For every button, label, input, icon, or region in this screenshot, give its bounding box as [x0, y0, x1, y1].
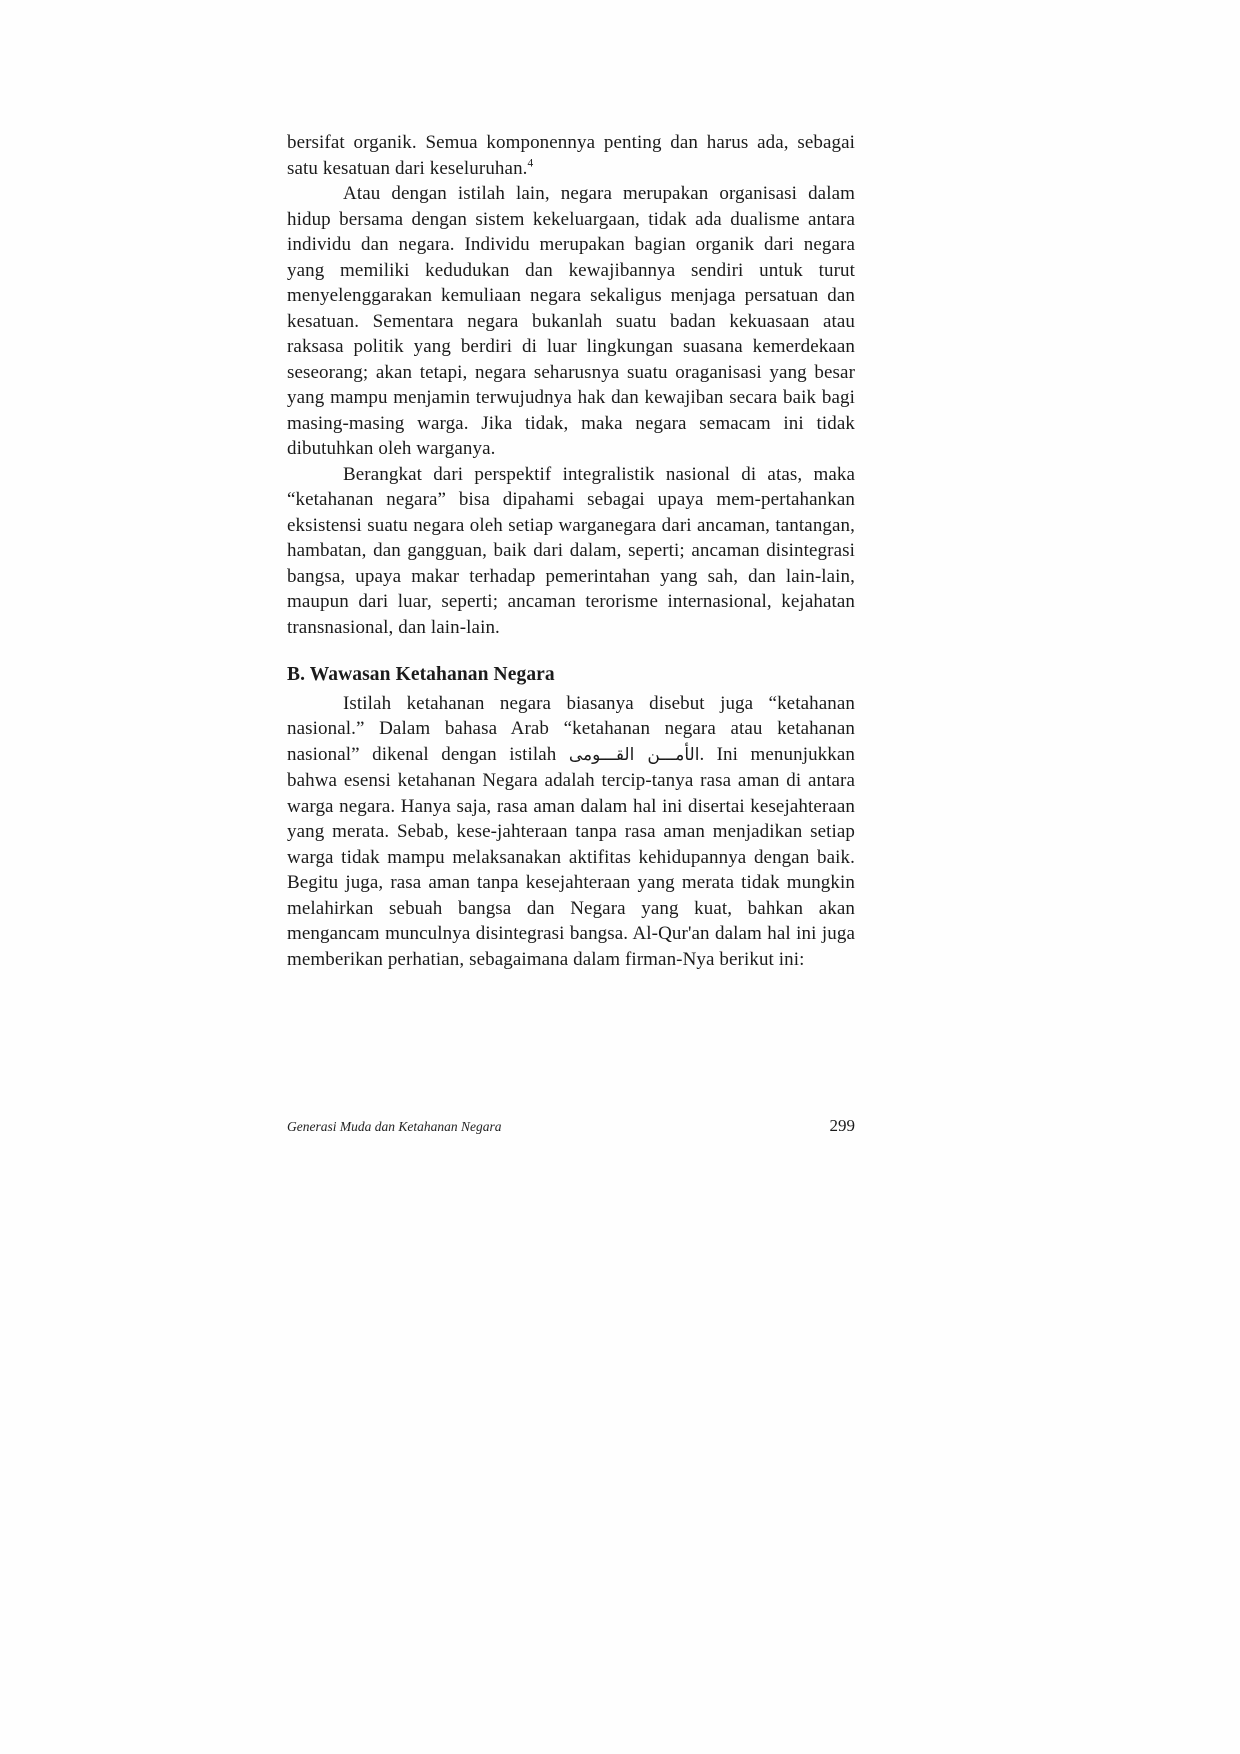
arabic-phrase: الأمـــن القـــومى [568, 744, 700, 765]
paragraph [287, 691, 855, 973]
section-heading: B. Wawasan Ketahanan Negara [287, 664, 555, 685]
text-block [287, 130, 855, 972]
running-title: Generasi Muda dan Ketahanan Negara [287, 1119, 502, 1134]
page-number: 299 [829, 1116, 855, 1135]
page-footer [287, 1116, 855, 1136]
paragraph: Berangkat dari perspektif integralistik nasional di atas, maka “ketahanan negara” bisa dipahami sebagai upaya mem-pertahankan eksistensi suatu negara oleh setiap warganegara dari ancaman, tantangan, hambatan, dan gangguan, baik dari dalam, seperti; ancaman disintegrasi bangsa, upaya makar terhadap pemerintahan yang sah, dan lain-lain, maupun dari luar, seperti; ancaman terorisme internasional, kejahatan transnasional, dan lain-lain. [287, 463, 855, 638]
paragraph-text: Istilah ketahanan negara biasanya disebut juga “ketahanan nasional.” Dalam bahasa Arab “ketahanan negara atau ketahanan nasional” dikenal dengan istilah [287, 692, 855, 765]
paragraph-text: . Ini menunjukkan bahwa esensi ketahanan Negara adalah tercip-tanya rasa aman di antara warga negara. Hanya saja, rasa aman dalam hal ini disertai kesejahteraan yang merata. Sebab, kese-jahteraan tanpa rasa aman menjadikan setiap warga tidak mampu melaksanakan aktifitas kehidupannya dengan baik. Begitu juga, rasa aman tanpa kesejahteraan yang merata tidak mungkin melahirkan sebuah bangsa dan Negara yang kuat, bahkan akan mengancam munculnya disintegrasi bangsa. Al-Qur'an dalam hal ini juga memberikan perhatian, sebagaimana dalam firman-Nya berikut ini: [287, 743, 856, 970]
paragraph-continuation [287, 130, 855, 181]
footnote-reference: 4 [527, 157, 534, 170]
paragraph-text: bersifat organik. Semua komponennya penting dan harus ada, sebagai satu kesatuan dari keseluruhan. [287, 132, 855, 179]
paragraph: Atau dengan istilah lain, negara merupakan organisasi dalam hidup bersama dengan sistem kekeluargaan, tidak ada dualisme antara individu dan negara. Individu merupakan bagian organik dari negara yang memiliki kedudukan dan kewajibannya sendiri untuk turut menyelenggarakan kemuliaan negara sekaligus menjaga persatuan dan kesatuan. Sementara negara bukanlah suatu badan kekuasaan atau raksasa politik yang berdiri di luar lingkungan suasana kemerdekaan seseorang; akan tetapi, negara seharusnya suatu oraganisasi yang besar yang mampu menjamin terwujudnya hak dan kewajiban secara baik bagi masing-masing warga. Jika tidak, maka negara semacam ini tidak dibutuhkan oleh warganya. [287, 183, 855, 459]
